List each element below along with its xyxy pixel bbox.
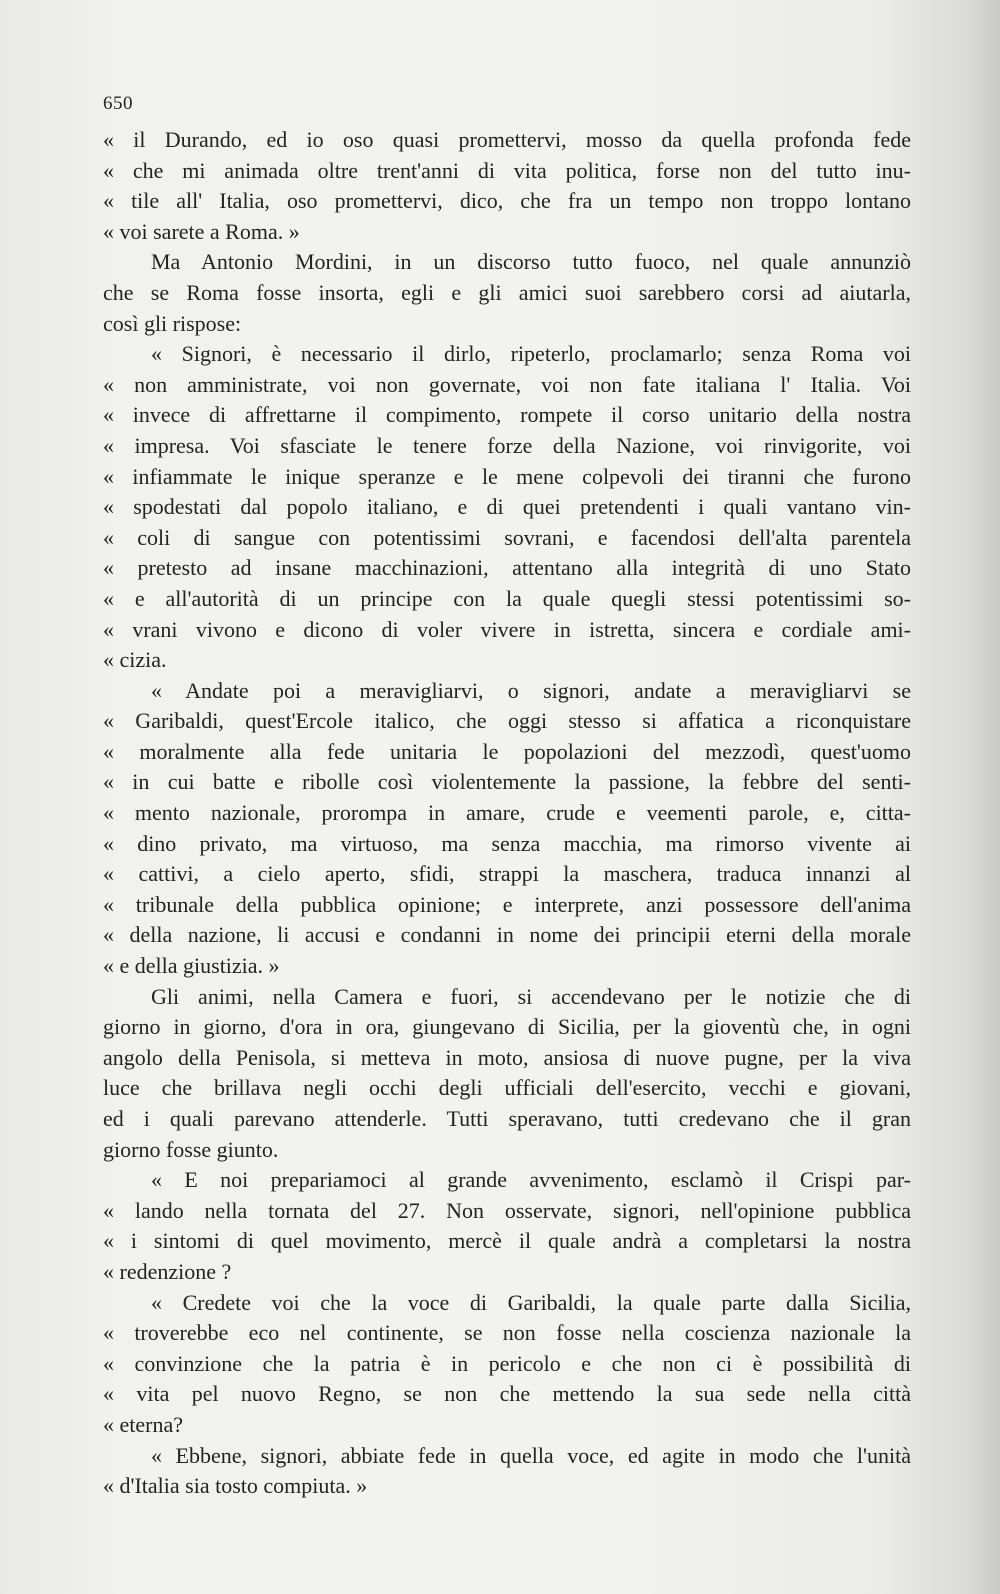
text-line: « vita pel nuovo Regno, se non che mettendo la sua sede nella città — [103, 1381, 911, 1407]
text-line: « Andate poi a meravigliarvi, o signori, andate a meravigliarvi se — [151, 677, 911, 703]
text-line: Ma Antonio Mordini, in un discorso tutto fuoco, nel quale annunziò — [151, 249, 911, 275]
text-line: « Garibaldi, quest'Ercole italico, che oggi stesso si affatica a riconquistare — [103, 708, 911, 734]
text-line: « moralmente alla fede unitaria le popolazioni del mezzodì, quest'uomo — [103, 738, 911, 764]
text-line: « Signori, è necessario il dirlo, ripeterlo, proclamarlo; senza Roma voi — [151, 341, 911, 367]
text-line: « Ebbene, signori, abbiate fede in quella voce, ed agite in modo che l'unità — [151, 1442, 911, 1468]
text-line: « convinzione che la patria è in pericolo e che non ci è possibilità di — [103, 1350, 911, 1376]
text-line: « e all'autorità di un principe con la quale quegli stessi potentissimi so- — [103, 585, 911, 611]
page-number: 650 — [103, 93, 133, 114]
text-line: « vrani vivono e dicono di voler vivere in istretta, sincera e cordiale ami- — [103, 616, 911, 642]
text-line: giorno fosse giunto. — [103, 1136, 279, 1162]
text-line: « E noi prepariamoci al grande avvenimento, esclamò il Crispi par- — [151, 1167, 911, 1193]
text-line: « spodestati dal popolo italiano, e di quei pretendenti i quali vantano vin- — [103, 494, 911, 520]
text-line: « della nazione, li accusi e condanni in nome dei principii eterni della morale — [103, 922, 911, 948]
text-line: « il Durando, ed io oso quasi promettervi, mosso da quella profonda fede — [103, 127, 911, 152]
text-line: « mento nazionale, prorompa in amare, crude e veementi parole, e, citta- — [103, 800, 911, 826]
text-line: « che mi animada oltre trent'anni di vita politica, forse non del tutto inu- — [103, 157, 911, 183]
text-line: luce che brillava negli occhi degli ufficiali dell'esercito, vecchi e giovani, — [103, 1075, 911, 1101]
text-line: che se Roma fosse insorta, egli e gli amici suoi sarebbero corsi ad aiutarla, — [103, 279, 911, 305]
body-text — [103, 125, 911, 1502]
text-line: « troverebbe eco nel continente, se non fosse nella coscienza nazionale la — [103, 1320, 911, 1346]
text-line: « Credete voi che la voce di Garibaldi, la quale parte dalla Sicilia, — [151, 1289, 911, 1315]
text-line: « i sintomi di quel movimento, mercè il quale andrà a completarsi la nostra — [103, 1228, 911, 1254]
text-line: « dino privato, ma virtuoso, ma senza macchia, ma rimorso vivente ai — [103, 830, 911, 856]
text-line: « invece di affrettarne il compimento, rompete il corso unitario della nostra — [103, 402, 911, 428]
text-line: « e della giustizia. » — [103, 953, 280, 979]
text-line: « tribunale della pubblica opinione; e interprete, anzi possessore dell'anima — [103, 891, 911, 917]
text-line: « non amministrate, voi non governate, voi non fate italiana l' Italia. Voi — [103, 371, 911, 397]
text-line: ed i quali parevano attenderle. Tutti speravano, tutti credevano che il gran — [103, 1106, 911, 1131]
text-line: così gli rispose: — [103, 310, 242, 336]
text-line: « d'Italia sia tosto compiuta. » — [103, 1473, 368, 1499]
text-line: « impresa. Voi sfasciate le tenere forze della Nazione, voi rinvigorite, voi — [103, 432, 911, 458]
text-line: « in cui batte e ribolle così violentemente la passione, la febbre del senti- — [103, 769, 911, 795]
text-line: « coli di sangue con potentissimi sovrani, e facendosi dell'alta parentela — [103, 524, 911, 550]
text-line: « cizia. — [103, 647, 167, 673]
text-line: « cattivi, a cielo aperto, sfidi, strappi la maschera, traduca innanzi al — [103, 861, 911, 887]
text-line: « redenzione ? — [103, 1258, 232, 1284]
text-line: « lando nella tornata del 27. Non osservate, signori, nell'opinione pubblica — [103, 1197, 911, 1223]
text-line: « tile all' Italia, oso promettervi, dico, che fra un tempo non troppo lontano — [103, 188, 911, 214]
text-line: giorno in giorno, d'ora in ora, giungevano di Sicilia, per la gioventù che, in ogni — [103, 1014, 911, 1040]
text-line: Gli animi, nella Camera e fuori, si accendevano per le notizie che di — [151, 983, 911, 1009]
text-line: angolo della Penisola, si metteva in moto, ansiosa di nuove pugne, per la viva — [103, 1044, 911, 1070]
text-line: « eterna? — [103, 1411, 183, 1437]
text-line: « infiammate le inique speranze e le mene colpevoli dei tiranni che furono — [103, 463, 911, 489]
text-line: « voi sarete a Roma. » — [103, 218, 300, 244]
text-line: « pretesto ad insane macchinazioni, attentano alla integrità di uno Stato — [103, 555, 911, 581]
